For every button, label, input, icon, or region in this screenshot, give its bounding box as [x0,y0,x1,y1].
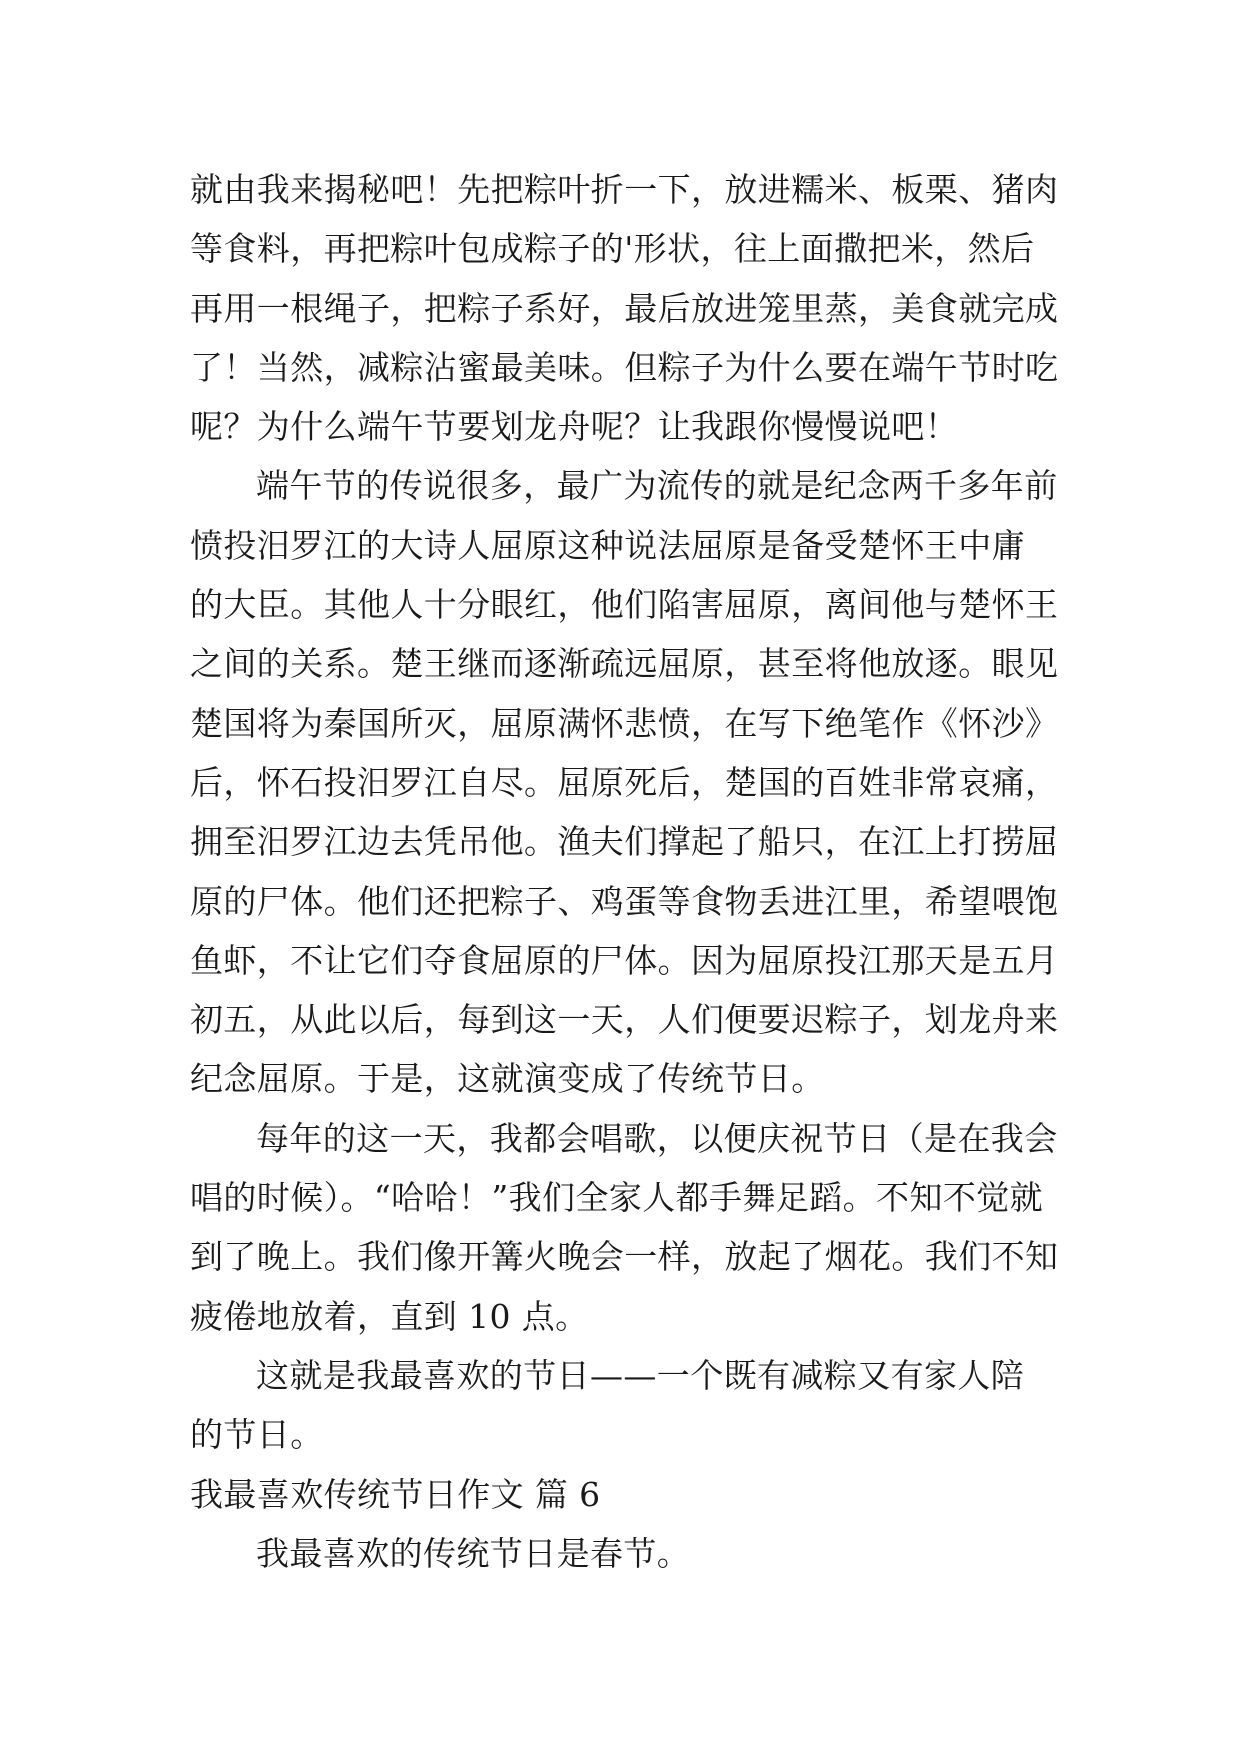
text-line: 再用一根绳子，把粽子系好，最后放进笼里蒸，美食就完成 [190,288,1059,328]
paragraph-start-line: 这就是我最喜欢的节日——一个既有减粽又有家人陪 [256,1355,1025,1395]
text-line: 鱼虾，不让它们夺食屈原的尸体。因为屈原投江那天是五月 [190,940,1059,980]
text-line: 原的尸体。他们还把粽子、鸡蛋等食物丢进江里，希望喂饱 [190,881,1059,921]
text-line: 愤投汨罗江的大诗人屈原这种说法屈原是备受楚怀王中庸 [190,525,1025,565]
text-line: 的节日。 [190,1415,324,1455]
paragraph-start-line: 我最喜欢的传统节日是春节。 [256,1533,691,1573]
document-body [190,160,1070,1583]
text-line: 疲倦地放着，直到 10 点。 [190,1296,589,1336]
section-heading: 我最喜欢传统节日作文 篇 6 [190,1474,601,1514]
text-line: 楚国将为秦国所灭，屈原满怀悲愤，在写下绝笔作《怀沙》 [190,703,1059,743]
text-line: 到了晚上。我们像开篝火晚会一样，放起了烟花。我们不知 [190,1237,1059,1277]
text-line: 之间的关系。楚王继而逐渐疏远屈原，甚至将他放逐。眼见 [190,644,1059,684]
text-line: 等食料，再把粽叶包成粽子的'形状，往上面撒把米，然后 [190,229,1035,269]
paragraph-start-line: 每年的这一天，我都会唱歌，以便庆祝节日（是在我会 [256,1118,1058,1158]
text-line: 后，怀石投汨罗江自尽。屈原死后，楚国的百姓非常哀痛， [190,762,1059,802]
text-line: 了！当然，减粽沾蜜最美味。但粽子为什么要在端午节时吃 [190,347,1059,387]
text-line: 拥至汨罗江边去凭吊他。渔夫们撑起了船只，在江上打捞屈 [190,822,1059,862]
text-line: 纪念屈原。于是，这就演变成了传统节日。 [190,1059,825,1099]
text-line: 就由我来揭秘吧！先把粽叶折一下，放进糯米、板栗、猪肉 [190,170,1059,209]
text-line: 呢？为什么端午节要划龙舟呢？让我跟你慢慢说吧！ [190,407,959,447]
text-line: 唱的时候）。“哈哈！”我们全家人都手舞足蹈。不知不觉就 [190,1178,1044,1218]
text-line: 初五，从此以后，每到这一天，人们便要迟粽子，划龙舟来 [190,1000,1059,1040]
text-line: 的大臣。其他人十分眼红，他们陷害屈原，离间他与楚怀王 [190,585,1059,625]
paragraph-start-line: 端午节的传说很多，最广为流传的就是纪念两千多年前 [256,466,1058,506]
